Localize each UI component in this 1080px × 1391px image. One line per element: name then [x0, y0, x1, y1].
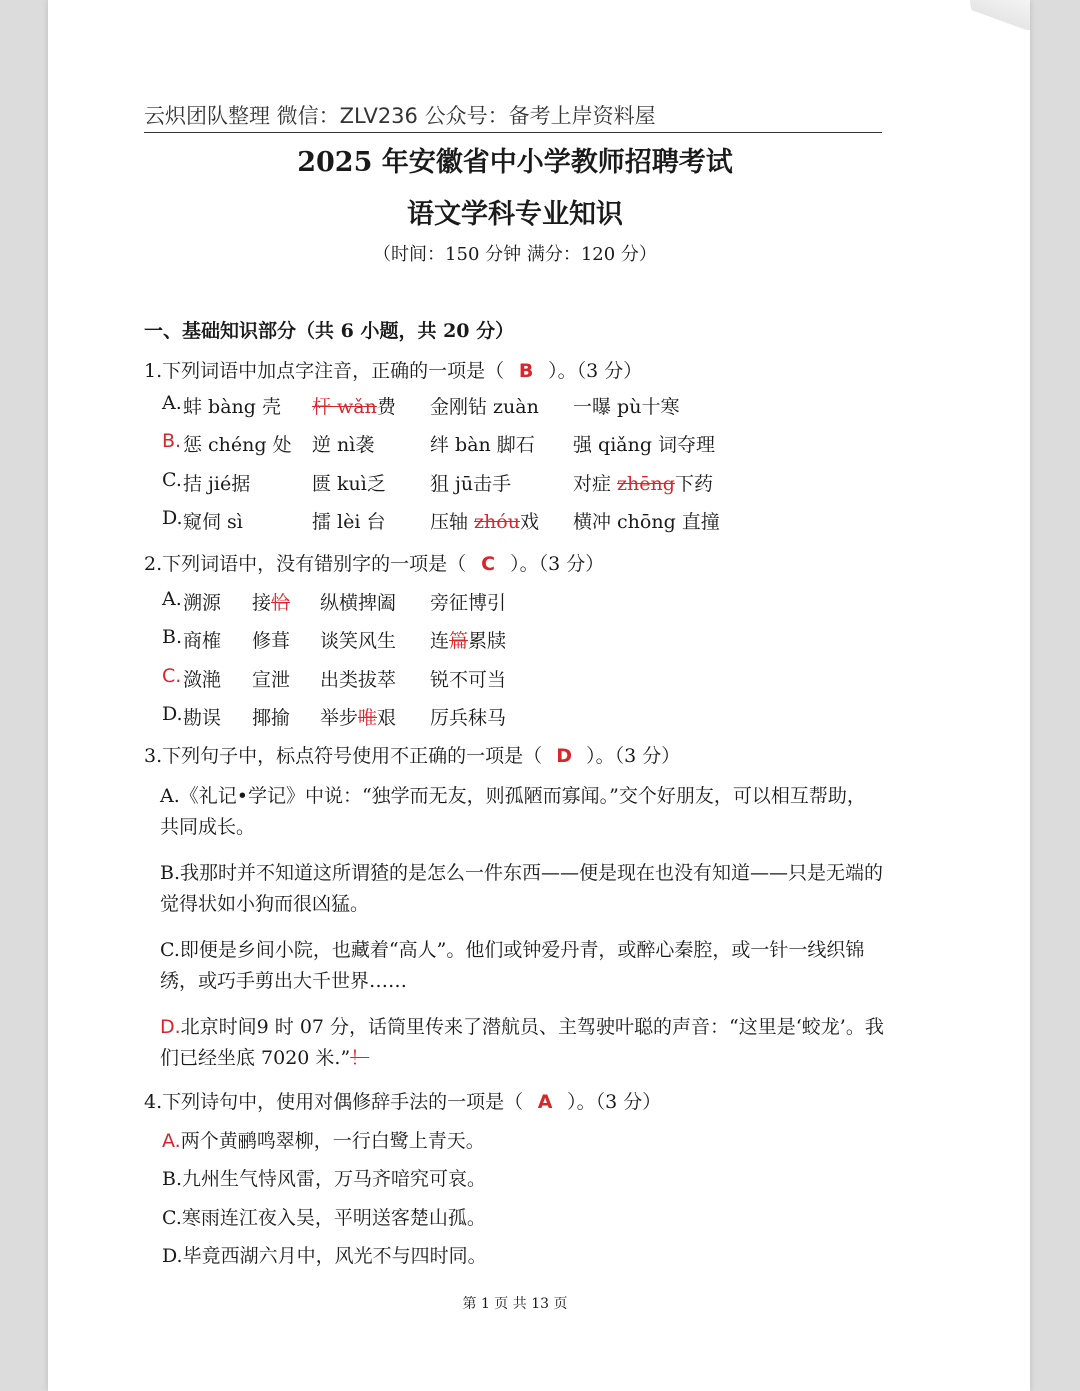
- q3-option-letter: A.: [160, 785, 180, 807]
- question-3-score: ）。（3 分）: [586, 745, 681, 767]
- struck-correction: zhóu: [474, 511, 520, 533]
- q3-option-letter: D.: [160, 1016, 181, 1038]
- struck-correction: 恰: [271, 592, 291, 614]
- question-2-answer: C: [481, 553, 496, 575]
- option-item-text: 潋滟: [183, 669, 222, 691]
- q4-option-letter: B.: [162, 1168, 183, 1190]
- q4-option-letter: D.: [162, 1245, 183, 1267]
- struck-correction: 篇: [449, 630, 469, 652]
- q2-option-item: [252, 665, 290, 692]
- option-item-text: 一曝 pù十寒: [573, 396, 680, 418]
- option-item-text: 拮 jié据: [183, 473, 251, 495]
- q1-option-item: [183, 469, 250, 496]
- option-item-text: 出类拔萃: [320, 669, 397, 691]
- question-3-stem: [144, 741, 680, 768]
- question-2-score: ）。（3 分）: [510, 553, 605, 575]
- q3-option-paragraph: [160, 781, 884, 843]
- question-3-stem-text: 3.下列句子中，标点符号使用不正确的一项是（: [144, 745, 543, 767]
- q3-option-text: 即便是乡间小院，也藏着“高人”。他们或钟爱丹青，或醉心秦腔，或一针一线织锦绣，或巧手剪出大千世界……: [160, 939, 865, 992]
- q3-option-letter: C.: [160, 939, 180, 961]
- question-3-answer: D: [556, 745, 573, 767]
- section-heading: 一、基础知识部分（共 6 小题，共 20 分）: [144, 320, 515, 342]
- q1-option-item: [573, 469, 713, 496]
- q4-option-text: 两个黄鹂鸣翠柳，一行白鹭上青天。: [180, 1130, 485, 1152]
- q2-option-letter: B.: [162, 626, 183, 648]
- question-1-stem: [144, 356, 642, 383]
- q2-option-letter: A.: [162, 588, 182, 610]
- option-item-text: 锐不可当: [430, 669, 507, 691]
- q3-option-paragraph: [160, 858, 884, 920]
- option-item-text: 费: [376, 396, 396, 418]
- option-item-text: 艰: [377, 707, 397, 729]
- question-1-answer: B: [518, 360, 534, 382]
- option-item-text: 厉兵秣马: [430, 707, 507, 729]
- q2-option-item: [430, 703, 506, 730]
- q1-option-item: [573, 430, 715, 457]
- q4-option-text: 寒雨连江夜入吴，平明送客楚山孤。: [181, 1207, 486, 1229]
- exam-time-score: （时间：150 分钟 满分：120 分）: [373, 244, 657, 265]
- option-item-text: 溯源: [183, 592, 222, 614]
- question-4-score: ）。（3 分）: [567, 1091, 662, 1113]
- q2-option-item: [430, 588, 506, 615]
- option-item-text: 揶揄: [252, 707, 291, 729]
- q4-option-text: 九州生气恃风雷，万马齐喑究可哀。: [182, 1168, 487, 1190]
- q4-option-text: 毕竟西湖六月中，风光不与四时同。: [182, 1245, 487, 1267]
- q1-option-item: [430, 430, 535, 457]
- option-item-text: 对症: [573, 473, 618, 495]
- struck-correction: zhēng: [617, 473, 675, 495]
- page-curl-corner: [970, 0, 1030, 30]
- question-4-answer: A: [537, 1091, 553, 1113]
- option-item-text: 举步: [320, 707, 359, 729]
- q2-option-item: [252, 588, 290, 615]
- q1-option-item: [183, 430, 292, 457]
- q1-option-item: [183, 392, 281, 419]
- option-item-text: 压轴: [430, 511, 475, 533]
- header-watermark-text: 云炽团队整理 微信：ZLV236 公众号：备考上岸资料屋: [144, 100, 882, 133]
- q2-option-letter: D.: [162, 703, 183, 725]
- option-item-text: 横冲 chōng 直撞: [573, 511, 720, 533]
- subject-title: 语文学科专业知识: [407, 199, 623, 230]
- q3-option-letter: B.: [160, 862, 181, 884]
- option-item-text: 旁征博引: [430, 592, 507, 614]
- option-item-text: 戏: [519, 511, 539, 533]
- q3-option-text: 北京时间9 时 07 分，话筒里传来了潜航员、主驾驶叶聪的声音：“这里是‘蛟龙’。我们已经坐底 7020 米.”: [160, 1016, 884, 1069]
- q2-option-item: [320, 665, 396, 692]
- option-item-text: 匮 kuì乏: [312, 473, 386, 495]
- q4-option-line: [162, 1126, 485, 1153]
- q2-option-item: [430, 626, 506, 653]
- q4-option-letter: C.: [162, 1207, 182, 1229]
- q1-option-letter: D.: [162, 507, 183, 529]
- exam-title: 2025 年安徽省中小学教师招聘考试: [297, 147, 733, 178]
- q1-option-letter: C.: [162, 469, 182, 491]
- q1-option-item: [312, 469, 386, 496]
- question-4-stem: [144, 1087, 661, 1114]
- q1-option-item: [573, 507, 720, 534]
- q3-option-text: 我那时并不知道这所谓猹的是怎么一件东西——便是现在也没有知道——只是无端的觉得状如小狗而很凶猛。: [160, 862, 884, 915]
- option-item-text: 蚌 bàng 壳: [183, 396, 281, 418]
- question-4-stem-text: 4.下列诗句中，使用对偶修辞手法的一项是（: [144, 1091, 524, 1113]
- q4-option-line: [162, 1241, 487, 1268]
- q2-option-item: [320, 626, 396, 653]
- question-2-stem-text: 2.下列词语中，没有错别字的一项是（: [144, 553, 467, 575]
- q2-option-letter: C.: [162, 665, 182, 687]
- q1-option-item: [312, 392, 396, 419]
- option-item-text: 下药: [674, 473, 713, 495]
- option-item-text: 接: [252, 592, 272, 614]
- option-item-text: 商榷: [183, 630, 222, 652]
- question-1-score: ）。（3 分）: [548, 360, 643, 382]
- q4-option-line: [162, 1203, 486, 1230]
- question-2-stem: [144, 549, 604, 576]
- option-item-text: 修葺: [252, 630, 291, 652]
- option-item-text: 连: [430, 630, 450, 652]
- question-1-stem-text: 1.下列词语中加点字注音，正确的一项是（: [144, 360, 505, 382]
- q3-option-text: 《礼记•学记》中说：“独学而无友，则孤陋而寡闻。”交个好朋友，可以相互帮助，共同成长。: [160, 785, 866, 838]
- q2-option-item: [183, 626, 221, 653]
- option-item-text: 惩 chéng 处: [183, 434, 292, 456]
- struck-correction: 杆 wǎn: [312, 396, 377, 418]
- option-item-text: 纵横捭阖: [320, 592, 397, 614]
- q3-option-paragraph: [160, 1012, 884, 1074]
- q4-option-letter: A.: [162, 1130, 181, 1152]
- q1-option-item: [183, 507, 243, 534]
- option-item-text: 勘误: [183, 707, 222, 729]
- q3-option-paragraph: [160, 935, 884, 997]
- q1-option-item: [573, 392, 679, 419]
- q1-option-item: [430, 392, 539, 419]
- option-item-text: 窥伺 sì: [183, 511, 243, 533]
- q2-option-item: [252, 703, 290, 730]
- struck-correction: ！: [350, 1047, 370, 1069]
- option-item-text: 逆 nì袭: [312, 434, 375, 456]
- option-item-text: 谈笑风生: [320, 630, 397, 652]
- q2-option-item: [320, 703, 396, 730]
- q1-option-item: [312, 430, 374, 457]
- q2-option-item: [320, 588, 396, 615]
- q2-option-item: [183, 703, 221, 730]
- q1-option-item: [430, 507, 539, 534]
- q2-option-item: [252, 626, 290, 653]
- struck-correction: 唯: [358, 707, 378, 729]
- option-item-text: 狙 jū击手: [430, 473, 512, 495]
- q1-option-item: [430, 469, 511, 496]
- q1-option-item: [312, 507, 385, 534]
- option-item-text: 强 qiǎng 词夺理: [573, 434, 716, 456]
- page-number: 第 1 页 共 13 页: [462, 1296, 568, 1312]
- option-item-text: 擂 lèi 台: [312, 511, 386, 533]
- q2-option-item: [183, 665, 221, 692]
- option-item-text: 累牍: [468, 630, 507, 652]
- option-item-text: 宣泄: [252, 669, 291, 691]
- q1-option-letter: B.: [162, 430, 182, 452]
- q2-option-item: [430, 665, 506, 692]
- q1-option-letter: A.: [162, 392, 182, 414]
- q2-option-item: [183, 588, 221, 615]
- option-item-text: 金刚钻 zuàn: [430, 396, 539, 418]
- q4-option-line: [162, 1164, 486, 1191]
- option-item-text: 绊 bàn 脚石: [430, 434, 535, 456]
